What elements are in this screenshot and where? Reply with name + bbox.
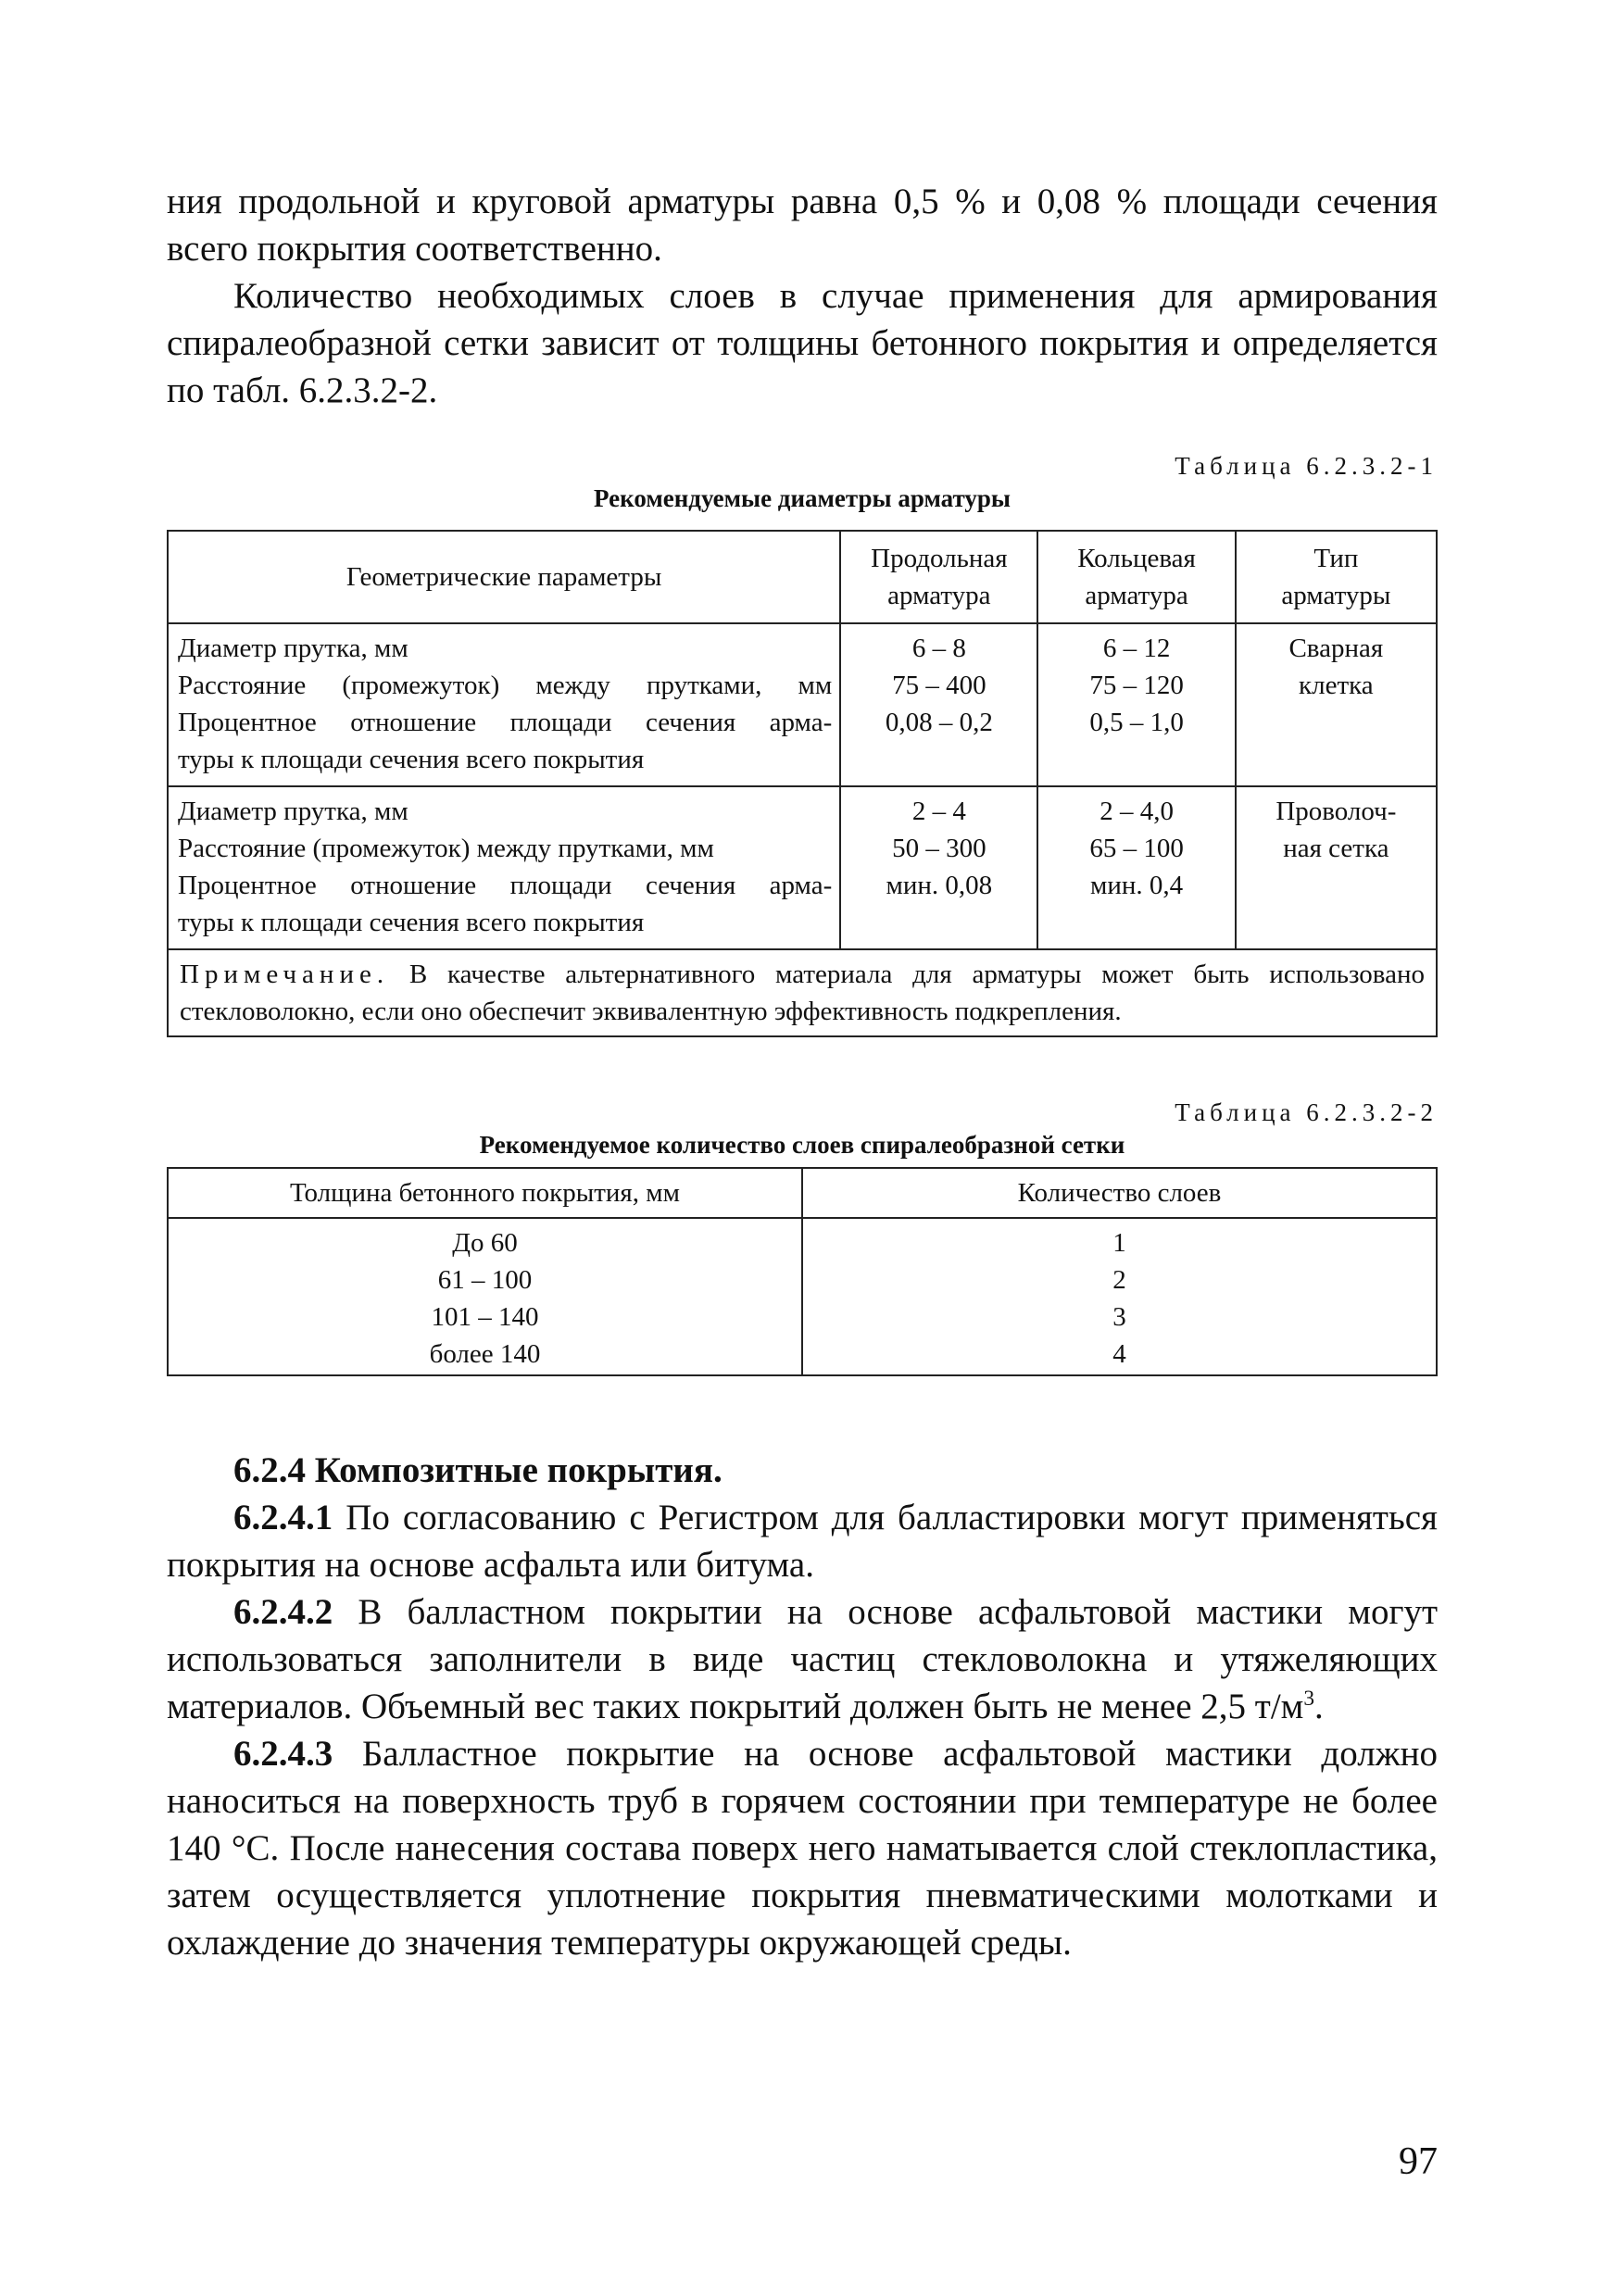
row2-param-percent: Процентное отношение площади сечения арма- — [178, 871, 833, 900]
clause-number-6-2-4-1: 6.2.4.1 — [233, 1498, 333, 1537]
table2-block — [167, 1098, 1438, 1376]
row1-long-percent: 0,08 – 0,2 — [885, 708, 993, 737]
table2 — [167, 1167, 1438, 1376]
table1-block — [167, 452, 1438, 1037]
clause-text-6-2-4-3: Балластное покрытие на основе асфальтовой мастики должно наноситься на поверхность труб в горячем состоянии при температуре не более 140 °C. После нанесения состава поверх него наматывается слой стеклопластика, затем осуществляется уплотнение покрытия пневматическими молотками и охлаждение до значения температуры окружающей среды. — [167, 1734, 1438, 1963]
table1-row2-ring — [1037, 786, 1235, 949]
clause-number-6-2-4-2: 6.2.4.2 — [233, 1592, 333, 1632]
table1-row2-params — [168, 786, 840, 949]
table1-row1-type — [1236, 623, 1437, 786]
table1-header-long — [840, 531, 1037, 623]
row1-type-line1: Сварная — [1288, 634, 1384, 663]
table2-thickness-cell — [168, 1218, 802, 1375]
table1-header-type — [1236, 531, 1437, 623]
table1-title: Рекомендуемые диаметры арматуры — [594, 484, 1011, 512]
table1-row2-long — [840, 786, 1037, 949]
table-row — [168, 786, 1437, 949]
page-number: 97 — [1399, 2140, 1438, 2183]
row2-long-spacing: 50 – 300 — [892, 834, 986, 863]
section-paragraph-2 — [167, 1588, 1438, 1730]
intro-paragraph-1: ния продольной и круговой арматуры равна 0,5 % и 0,08 % площади сечения всего покрытия соответственно. — [167, 182, 1438, 269]
clause-text-6-2-4-1: По согласованию с Регистром для балластировки могут применяться покрытия на основе асфальта или битума. — [167, 1498, 1438, 1585]
row2-param-spacing: Расстояние (промежуток) между прутками, мм — [178, 834, 714, 863]
table1-header-ring — [1037, 531, 1235, 623]
row1-type-line2: клетка — [1299, 671, 1374, 700]
intro-block — [167, 178, 1438, 414]
table2-thickness-4: более 140 — [429, 1339, 541, 1369]
table2-layers-3: 3 — [1112, 1302, 1126, 1332]
row1-ring-diameter: 6 – 12 — [1102, 634, 1171, 663]
table1-note-row — [168, 949, 1437, 1036]
row2-param-percent-cont: туры к площади сечения всего покрытия — [178, 908, 645, 937]
table2-number: Таблица 6.2.3.2-2 — [1175, 1098, 1438, 1126]
row1-param-percent-cont: туры к площади сечения всего покрытия — [178, 745, 645, 774]
clause-text-6-2-4-2: В балластном покрытии на основе асфальтовой мастики могут использоваться заполнители в виде частиц стекловолокна и утяжеляющих материалов. Объемный вес таких покрытий должен быть не менее 2,5 т/м — [167, 1592, 1438, 1726]
table2-header-thickness: Толщина бетонного покрытия, мм — [168, 1168, 802, 1218]
table1-header-row — [168, 531, 1437, 623]
section-heading: 6.2.4 Композитные покрытия. — [233, 1450, 723, 1490]
table-row — [168, 623, 1437, 786]
row2-ring-percent: мин. 0,4 — [1090, 871, 1184, 900]
row2-long-percent: мин. 0,08 — [886, 871, 993, 900]
row2-type-line1: Проволоч- — [1275, 797, 1397, 826]
table1-note — [168, 949, 1437, 1036]
clause-end-6-2-4-2: . — [1314, 1687, 1324, 1726]
table1-row1-long — [840, 623, 1037, 786]
table1-header-geom: Геометрические параметры — [168, 531, 840, 623]
row1-param-diameter: Диаметр прутка, мм — [178, 634, 408, 663]
row2-param-diameter: Диаметр прутка, мм — [178, 797, 408, 826]
table1-header-type-line2: арматуры — [1281, 581, 1391, 610]
row1-long-diameter: 6 – 8 — [911, 634, 966, 663]
table2-header-row — [168, 1168, 1437, 1218]
table2-layers-1: 1 — [1112, 1228, 1126, 1258]
row1-ring-spacing: 75 – 120 — [1089, 671, 1184, 700]
row2-ring-diameter: 2 – 4,0 — [1100, 797, 1174, 826]
superscript-3: 3 — [1303, 1687, 1315, 1711]
table1-note-text: В качестве альтернативного материала для арматуры может быть использовано стекловолокно, если оно обеспечит эквивалентную эффективность подкрепления. — [180, 960, 1426, 1026]
section-6-2-4 — [167, 1447, 1438, 1966]
row2-long-diameter: 2 – 4 — [911, 797, 966, 826]
table1-row1-ring — [1037, 623, 1235, 786]
table2-layers-2: 2 — [1112, 1265, 1126, 1295]
section-paragraph-1 — [167, 1494, 1438, 1588]
table2-thickness-3: 101 – 140 — [431, 1302, 539, 1332]
table2-header-layers: Количество слоев — [802, 1168, 1437, 1218]
table1-number: Таблица 6.2.3.2-1 — [1175, 452, 1438, 480]
table2-thickness-1: До 60 — [452, 1228, 518, 1258]
table2-title: Рекомендуемое количество слоев спиралеобразной сетки — [479, 1131, 1125, 1159]
section-paragraph-3 — [167, 1730, 1438, 1966]
row2-ring-spacing: 65 – 100 — [1089, 834, 1184, 863]
row1-param-spacing: Расстояние (промежуток) между прутками, мм — [178, 671, 833, 700]
table1-row1-params — [168, 623, 840, 786]
table-row — [168, 1218, 1437, 1375]
table2-layers-4: 4 — [1112, 1339, 1126, 1369]
table1-header-long-line2: арматура — [887, 581, 991, 610]
table1-header-type-line1: Тип — [1313, 544, 1359, 573]
row1-ring-percent: 0,5 – 1,0 — [1089, 708, 1184, 737]
row2-type-line2: ная сетка — [1283, 834, 1389, 863]
clause-number-6-2-4-3: 6.2.4.3 — [233, 1734, 333, 1774]
row1-long-spacing: 75 – 400 — [892, 671, 986, 700]
table1-note-label: Примечание. — [180, 960, 390, 989]
intro-paragraph-2: Количество необходимых слоев в случае применения для армирования спиралеобразной сетки зависит от толщины бетонного покрытия и определяется по табл. 6.2.3.2-2. — [167, 276, 1438, 410]
table1-row2-type — [1236, 786, 1437, 949]
table1 — [167, 530, 1438, 1037]
table2-thickness-2: 61 – 100 — [437, 1265, 533, 1295]
table2-layers-cell — [802, 1218, 1437, 1375]
table1-header-ring-line2: арматура — [1085, 581, 1188, 610]
table1-header-ring-line1: Кольцевая — [1077, 544, 1196, 573]
table1-header-long-line1: Продольная — [871, 544, 1008, 573]
row1-param-percent: Процентное отношение площади сечения арма- — [178, 708, 833, 737]
